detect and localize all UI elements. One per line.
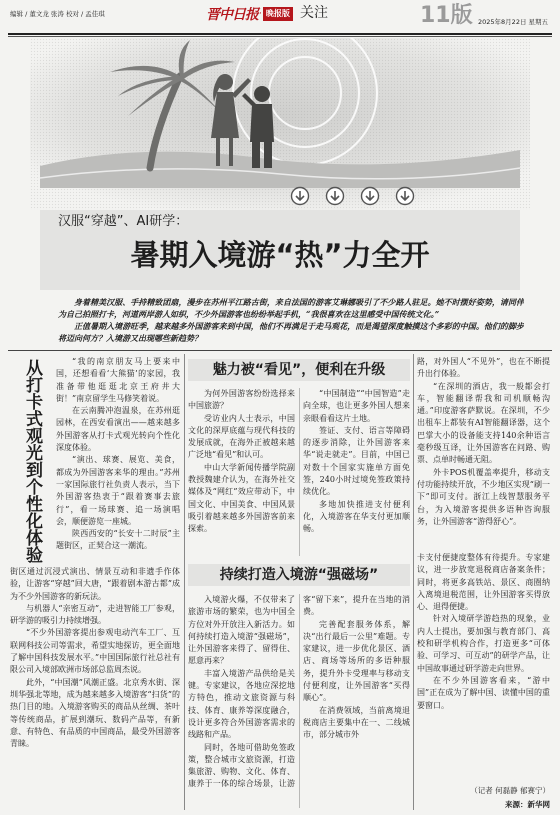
header-rule-thin: [8, 36, 552, 37]
paragraph: 完善配套服务体系，解决“出行最后一公里”难题。专家建议，进一步优化景区、酒店、商场等场所的多语种服务，提升外卡受理率与移动支付便利度，让外国游客“买得顺心”。: [303, 619, 410, 703]
paragraph: 签证、支付、语言等障碍的逐步消除，让外国游客来华“说走就走”。目前，中国已对数十个国家实施单方面免签，240小时过境免签政策持续优化。: [303, 425, 410, 497]
paragraph: 与机器人“亲密互动”，走进智能工厂参观，研学游的吸引力持续增强。: [10, 603, 180, 626]
paragraph: 同时，各地可借助免签政策，整合城市文旅资源，打造集旅游、购物、文化、体育、康养于一体的综合场景，让游客“留下来”，提升在当地的消费。: [188, 595, 410, 789]
illustration: [0, 38, 560, 210]
paragraph: 外卡POS机覆盖率提升，移动支付功能持续开放，不少地区实现“刷一下”即可支付。浙江上线智慧服务平台，为入境游客提供多语种咨询服务，让外国游客“游得舒心”。: [417, 467, 550, 526]
headline-kicker: 汉服“穿越”、AI研学：: [58, 214, 189, 229]
paragraph: 在云南腾冲泡温泉，在苏州逛园林，在西安看演出——越来越多外国游客从打卡式观光转向个性化深度体验。: [56, 406, 180, 453]
paragraph: 在不少外国游客看来，“游中国”正在成为了解中国、读懂中国的重要窗口。: [417, 675, 550, 710]
paragraph: 陕西西安的“长安十二时辰”主题街区，正契合这一潮流。: [56, 529, 180, 551]
paragraph: 正值暑期入境游旺季，越来越多外国游客来到中国，他们不再满足于走马观花，而是渴望深度触摸这个多彩的中国。他们的脚步将迈向何方？入境游又出现哪些新趋势？: [58, 321, 524, 343]
section-magnet-body: [188, 594, 410, 808]
sidebar-heading: 从打卡式观光到个性化体验: [22, 359, 42, 563]
down-arrow-icon: [395, 186, 415, 206]
paragraph: 在消费领域，当前离境退税商店主要集中在一、二线城市，部分城市外: [303, 705, 410, 740]
section-heading-visibility: 魅力被“看见”，便利在升级: [188, 359, 410, 381]
paragraph: 多地加快推进支付便利化，入境游客在华支付更加顺畅。: [303, 499, 410, 534]
paragraph: “演出、球赛、展览、美食，都成为外国游客来华的理由。”苏州一家国际旅行社负责人表示，当下外国游客热衷于“跟着赛事去旅行”，看一场球赛、追一场演唱会，顺便游览一座城。: [56, 455, 180, 526]
masthead-logo: [206, 4, 293, 24]
column-rule: [413, 354, 414, 810]
section-heading-magnet: 持续打造入境游“强磁场”: [188, 564, 410, 586]
sidebar-text-upper: [56, 356, 180, 562]
section-visibility-body: [188, 388, 410, 556]
byline: （记者 何磊静 郁赛宁）: [470, 786, 550, 795]
right-column-lower: [417, 552, 550, 782]
paragraph: 中山大学新闻传播学院副教授魏建介认为，在海外社交媒体及“网红”效应带动下，中国文化、中国美食、中国风景吸引着越来越多外国游客前来探索。: [188, 462, 295, 534]
paragraph: 街区通过沉浸式演出、情景互动和非遗手作体验，让游客“穿越”回大唐，“跟着剧本游古都”成为不少外国游客的新玩法。: [10, 567, 180, 601]
page-number: 11版: [420, 3, 473, 28]
masthead-title: 晋中日报: [206, 7, 258, 23]
paragraph: 身着精美汉服、手持精致团扇，漫步在苏州平江路古街，来自法国的游客艾琳娜吸引了不少路人驻足。她不时摆好姿势，请同伴为自己拍照打卡，河道两岸游人如织，不少外国游客也纷纷举起手机，“我很喜欢在这里感受中国传统文化。”: [58, 297, 524, 319]
paragraph: 路，对外国人“不见外”，也在不断提升出行体验。: [417, 357, 550, 379]
masthead-edition: 晚报版: [263, 7, 293, 21]
header-rule: [8, 33, 552, 35]
paragraph: 入境游火爆，不仅带来了旅游市场的繁荣，也为中国全方位对外开放注入新活力。如何持续打造入境游“强磁场”，让外国游客来得了、留得住、愿意再来？: [188, 595, 295, 666]
paragraph: “在深圳的酒店，我一般都会打车，智能翻译帮我和司机顺畅沟通。”印度游客萨默说。在深圳，不少出租车上都装有AI智能翻译器，这个巴掌大小的设备能支持140余种语言毫秒级互译，让外国游客在问路、购票、点单时畅通无阻。: [417, 381, 550, 465]
down-arrow-icon: [290, 186, 310, 206]
column-rule: [184, 354, 185, 810]
masthead-separator: ·: [259, 9, 262, 19]
sidebar-text-lower: [10, 566, 180, 810]
paragraph: 丰富入境游产品供给是关键。专家建议，各地应深挖地方特色，推动文旅资源与科技、体育、康养等深度融合，设计更多符合外国游客需求的线路和产品。: [188, 668, 295, 740]
editor-credits: 编辑 / 董文龙 张涛 校对 / 孟佳琪: [10, 10, 105, 18]
down-arrow-icon: [360, 186, 380, 206]
intro-rule: [8, 350, 552, 351]
issue-date: 2025年8月22日 星期五: [478, 18, 549, 26]
intro-lead: [58, 296, 524, 346]
source-credit: 来源：新华网: [505, 800, 550, 809]
paragraph: 受访业内人士表示，中国文化的深厚底蕴与现代科技的发展成就，在海外正被越来越广泛地“看见”和认可。: [188, 413, 295, 460]
headline-title: 暑期入境游“热”力全开: [130, 238, 430, 272]
paragraph: “不少外国游客提出参观电动汽车工厂、互联网科技公司等需求，希望实地探访，更全面地了解中国科技发展水平。”中国国际旅行社总社有限公司入境部欧洲市场部总监周杰说。: [10, 628, 180, 675]
paragraph: “中国制造”“中国智造”走向全球，也让更多外国人想来亲眼看看这片土地。: [303, 389, 410, 423]
paragraph: 此外，“中国潮”风潮正盛。北京秀水街、深圳华强北等地，成为越来越多入境游客“扫货”的热门目的地。入境游客购买的商品从丝绸、茶叶等传统商品，扩展到潮玩、数码产品等，有新意、有特色、有品质的中国商品，最受外国游客青睐。: [10, 677, 180, 749]
paragraph: 为何外国游客纷纷选择来中国旅游？: [188, 389, 295, 411]
paragraph: “我的南京朋友马上要来中国，还想看看‘大熊猫’的家园，我准备带他逛逛北京王府井大街！”南京留学生马修笑着说。: [56, 357, 180, 403]
right-column-upper: [417, 356, 550, 548]
down-arrow-icon: [325, 186, 345, 206]
section-name: 关注: [300, 5, 328, 21]
paragraph: 卡支付便捷度整体有待提升。专家建议，进一步放宽退税商店备案条件；同时，将更多高铁站、景区、商圈纳入离境退税范围，让外国游客买得放心、退得便捷。: [417, 553, 550, 612]
paragraph: 针对入境研学游趋热的现象，业内人士提出，要加强与教育部门、高校和研学机构合作，打造更多“可体验、可学习、可互动”的研学产品，让中国故事通过研学游走向世界。: [417, 614, 550, 673]
